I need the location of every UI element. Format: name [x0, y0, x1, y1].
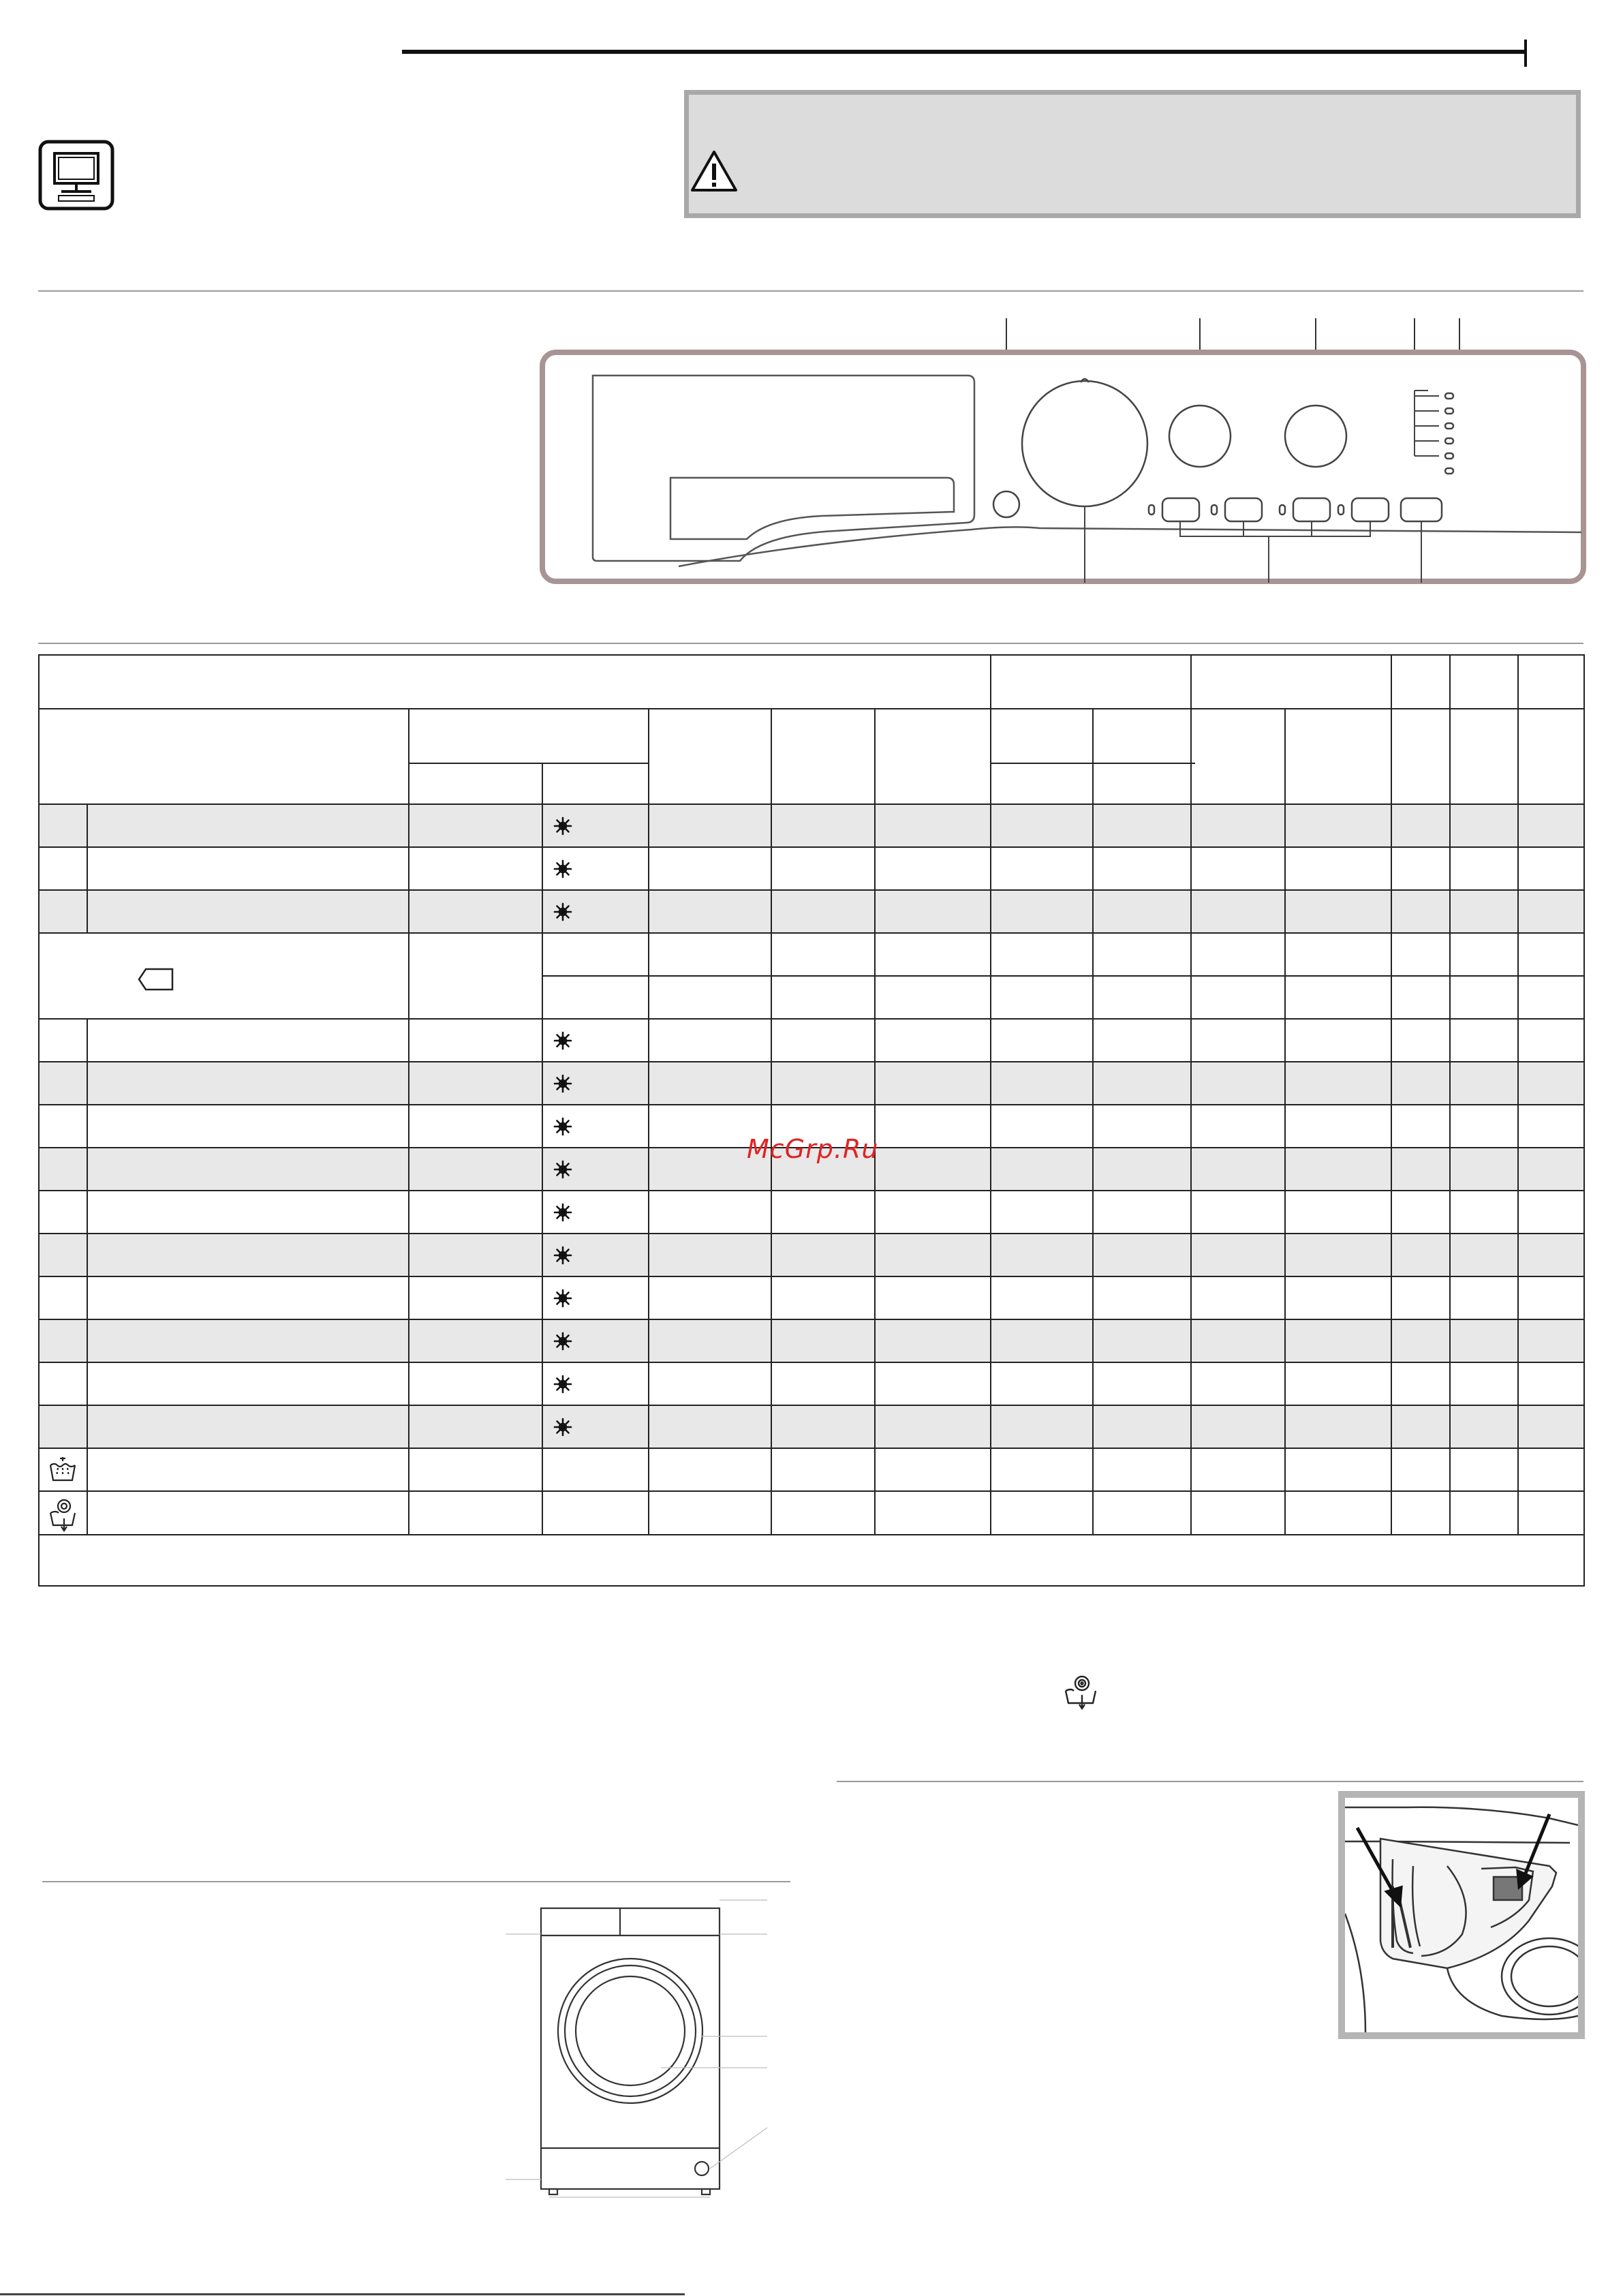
- header-rule-tick: [1524, 40, 1527, 67]
- control-panel-diagram: [536, 310, 1598, 596]
- section-divider-panel: [38, 643, 1583, 644]
- section-divider-left: [42, 1881, 790, 1882]
- watermark: McGrp.Ru: [747, 1134, 879, 1164]
- snowflake-icon: [555, 1075, 571, 1092]
- programme-table: [38, 654, 1585, 1587]
- snowflake-icon: [555, 1290, 571, 1306]
- snowflake-icon: [555, 818, 571, 834]
- snowflake-icon: [555, 904, 571, 920]
- footer-rule: [0, 2293, 685, 2295]
- warning-triangle-icon: [690, 149, 739, 194]
- section-divider-right: [837, 1781, 1583, 1782]
- snowflake-icon: [555, 1118, 571, 1135]
- warning-box: [684, 90, 1581, 218]
- section-divider-top: [38, 290, 1583, 292]
- snowflake-icon: [555, 1419, 571, 1435]
- spin-drain-icon: [1063, 1674, 1098, 1710]
- snowflake-icon: [555, 1032, 571, 1049]
- snowflake-icon: [555, 1333, 571, 1349]
- spin-drain-icon: [50, 1500, 75, 1531]
- snowflake-icon: [555, 1204, 571, 1221]
- snowflake-icon: [555, 861, 571, 877]
- rinse-icon: [50, 1457, 75, 1480]
- header-rule: [402, 50, 1526, 54]
- snowflake-icon: [555, 1161, 571, 1178]
- dispenser-illustration-frame: [1338, 1791, 1585, 2039]
- snowflake-icon: [555, 1247, 571, 1264]
- snowflake-icon: [555, 1376, 571, 1392]
- detergent-dispenser-illustration: [1345, 1798, 1578, 2032]
- washing-machine-front-illustration: [497, 1895, 790, 2208]
- monitor-icon: [38, 140, 114, 211]
